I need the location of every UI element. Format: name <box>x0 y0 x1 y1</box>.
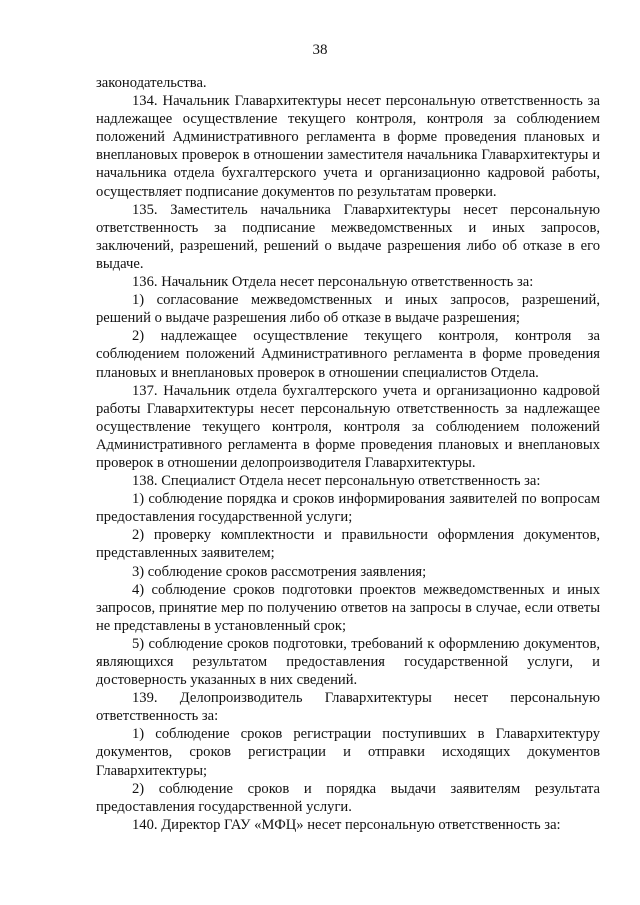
paragraph-135: 135. Заместитель начальника Главархитектуры несет персональную ответственность за подписание межведомственных и иных запросов, заключений, разрешений, решений о выдаче разрешения либо об отказе в его выдаче. <box>96 201 600 272</box>
page-number: 38 <box>312 42 328 58</box>
paragraph-138: 138. Специалист Отдела несет персональную ответственность за: <box>132 473 541 490</box>
list-item: 3) соблюдение сроков рассмотрения заявления; <box>132 563 427 580</box>
paragraph-139: 139. Делопроизводитель Главархитектуры несет персональную ответственность за: <box>96 690 600 725</box>
paragraph-140: 140. Директор ГАУ «МФЦ» несет персональную ответственность за: <box>132 816 561 833</box>
paragraph-134: 134. Начальник Главархитектуры несет персональную ответственность за надлежащее осуществление текущего контроля, контроля за соблюдением положений Административного регламента в форме проведения плановых и внеплановых проверок в отношении заместителя начальника Главархитектуры и начальника отдела бухгалтерского учета и организационно кадровой работы, осуществляет подписание документов по результатам проверки. <box>96 93 600 200</box>
paragraph: законодательства. <box>96 75 207 91</box>
list-item: 4) соблюдение сроков подготовки проектов межведомственных и иных запросов, принятие мер по получению ответов на запросы в случае, если ответы не представлены в установленный срок; <box>96 581 600 634</box>
list-item: 5) соблюдение сроков подготовки, требований к оформлению документов, являющихся результатом предоставления государственной услуги, и достоверность указанных в них сведений. <box>96 635 600 689</box>
paragraph-137: 137. Начальник отдела бухгалтерского учета и организационно кадровой работы Главархитектуры несет персональную ответственность за надлежащее осуществление текущего контроля, контроля за соблюдением положений Административного регламента в форме проведения плановых и внеплановых проверок в отношении делопроизводителя Главархитектуры. <box>96 382 600 471</box>
list-item: 2) проверку комплектности и правильности оформления документов, представленных заявителем; <box>96 527 600 562</box>
paragraph-136: 136. Начальник Отдела несет персональную ответственность за: <box>132 274 534 291</box>
list-item: 2) надлежащее осуществление текущего контроля, контроля за соблюдением положений Административного регламента в форме проведения плановых и внеплановых проверок в отношении специалистов Отдела. <box>96 328 600 381</box>
document-body <box>96 74 600 834</box>
list-item: 1) согласование межведомственных и иных запросов, разрешений, решений о выдаче разрешения либо об отказе в выдаче разрешения; <box>96 292 600 327</box>
list-item: 1) соблюдение порядка и сроков информирования заявителей по вопросам предоставления государственной услуги; <box>96 491 600 526</box>
list-item: 2) соблюдение сроков и порядка выдачи заявителям результата предоставления государственной услуги. <box>96 780 600 815</box>
list-item: 1) соблюдение сроков регистрации поступивших в Главархитектуру документов, сроков регистрации и отправки исходящих документов Главархитектуры; <box>96 726 600 779</box>
